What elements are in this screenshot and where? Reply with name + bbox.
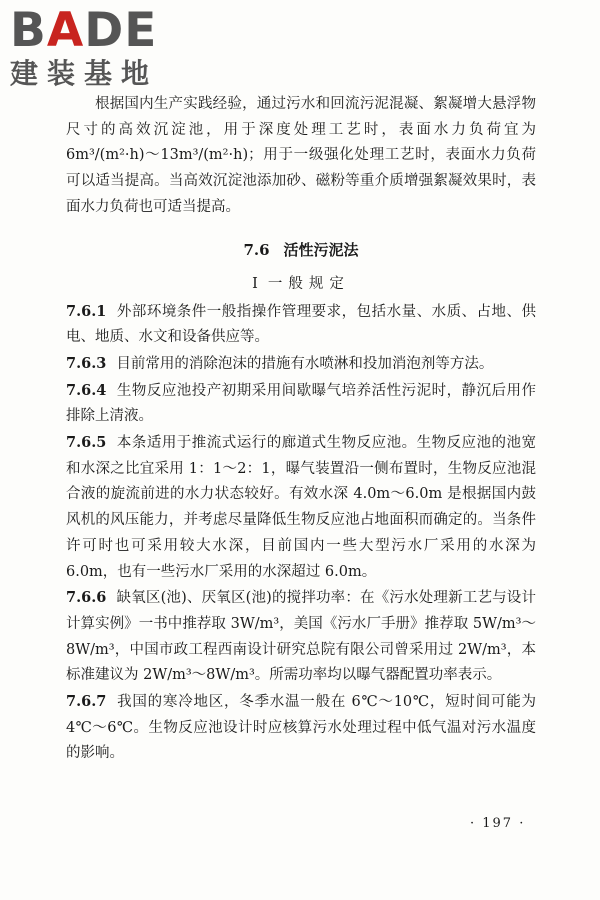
section-heading bbox=[66, 237, 536, 263]
clause-text: 外部环境条件一般指操作管理要求，包括水量、水质、占地、供电、地质、水文和设备供应等。 bbox=[66, 303, 536, 346]
publisher-logo bbox=[10, 3, 180, 90]
clause-text: 本条适用于推流式运行的廊道式生物反应池。生物反应池的池宽和水深之比宜采用 1：1～2：1，曝气装置沿一侧布置时，生物反应池混合液的旋流前进的水力状态较好。有效水深 4.0m～6.0m 是根据国内鼓风机的风压能力，并考虑尽量降低生物反应池占地面积而确定的。当条件许可时也可采用较大水深，目前国内一些大型污水厂采用的水深为 6.0m，也有一些污水厂采用的水深超过 6.0m。 bbox=[66, 435, 536, 580]
intro-paragraph: 根据国内生产实践经验，通过污水和回流污泥混凝、絮凝增大悬浮物尺寸的高效沉淀池，用于深度处理工艺时，表面水力负荷宜为 6m³/(m²·h)～13m³/(m²·h)；用于一级强化处理工艺时，表面水力负荷可以适当提高。当高效沉淀池添加砂、磁粉等重介质增强絮凝效果时，表面水力负荷也可适当提高。 bbox=[66, 96, 536, 215]
clause-text: 缺氧区(池)、厌氧区(池)的搅拌功率：在《污水处理新工艺与设计计算实例》一书中推荐取 3W/m³，美国《污水厂手册》推荐取 5W/m³～8W/m³，中国市政工程西南设计研究总院有限公司曾采用过 2W/m³，本标准建议为 2W/m³～8W/m³。所需功率均以曝气器配置功率表示。 bbox=[66, 590, 536, 684]
clause-7-6-3 bbox=[66, 351, 536, 378]
clause-7-6-7 bbox=[66, 689, 536, 767]
subsection-title: 一般规定 bbox=[267, 275, 350, 292]
clause-number: 7.6.5 bbox=[66, 434, 107, 452]
logo-wordmark: BADE bbox=[10, 3, 158, 58]
clause-7-6-6 bbox=[66, 585, 536, 689]
clause-text: 目前常用的消除泡沫的措施有水喷淋和投加消泡剂等方法。 bbox=[116, 355, 494, 372]
clause-number: 7.6.6 bbox=[66, 589, 107, 607]
document-body bbox=[66, 92, 536, 767]
clause-7-6-4 bbox=[66, 378, 536, 430]
subsection-roman: Ⅰ bbox=[252, 275, 258, 292]
section-number: 7.6 bbox=[243, 240, 270, 259]
clause-7-6-5 bbox=[66, 430, 536, 585]
logo-subtitle: 建装基地 bbox=[10, 57, 159, 90]
clause-number: 7.6.1 bbox=[66, 302, 107, 320]
clause-number: 7.6.4 bbox=[66, 381, 107, 399]
page-number: · 197 · bbox=[470, 816, 526, 831]
subsection-heading bbox=[66, 271, 536, 297]
clause-7-6-1 bbox=[66, 299, 536, 351]
clause-number: 7.6.7 bbox=[66, 693, 107, 711]
clause-text: 生物反应池投产初期采用间歇曝气培养活性污泥时，静沉后用作排除上清液。 bbox=[66, 382, 536, 425]
clause-number: 7.6.3 bbox=[66, 354, 107, 372]
clause-text: 我国的寒冷地区，冬季水温一般在 6℃～10℃，短时间可能为 4℃～6℃。生物反应池设计时应核算污水处理过程中低气温对污水温度的影响。 bbox=[66, 694, 536, 762]
section-title: 活性污泥法 bbox=[283, 240, 359, 259]
